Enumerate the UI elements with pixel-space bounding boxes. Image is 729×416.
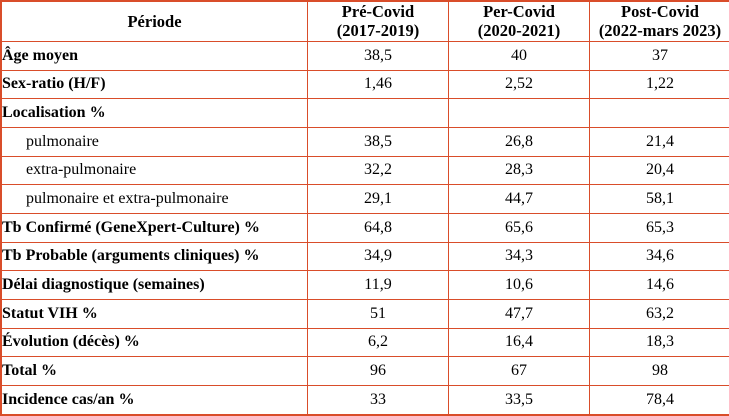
row-value-pre-covid: 38,5 (308, 41, 449, 70)
table-row (1, 70, 729, 99)
row-value-post-covid: 58,1 (590, 185, 729, 214)
row-value-per-covid: 26,8 (449, 127, 590, 156)
header-per-covid-line1: Per-Covid (483, 2, 555, 21)
table-row (1, 213, 729, 242)
row-value-per-covid: 65,6 (449, 213, 590, 242)
row-value-per-covid: 40 (449, 41, 590, 70)
row-value-per-covid: 44,7 (449, 185, 590, 214)
row-value-per-covid: 47,7 (449, 299, 590, 328)
row-value-pre-covid: 38,5 (308, 127, 449, 156)
row-value-pre-covid: 29,1 (308, 185, 449, 214)
row-value-post-covid: 14,6 (590, 271, 729, 300)
table-row (1, 99, 729, 128)
row-value-pre-covid: 96 (308, 357, 449, 386)
header-cell-period (1, 1, 308, 41)
table-row (1, 156, 729, 185)
row-label: Âge moyen (1, 41, 308, 70)
row-value-pre-covid: 34,9 (308, 242, 449, 271)
row-label: pulmonaire (1, 127, 308, 156)
row-value-pre-covid: 32,2 (308, 156, 449, 185)
row-value-pre-covid: 1,46 (308, 70, 449, 99)
table-row (1, 328, 729, 357)
row-value-per-covid: 33,5 (449, 386, 590, 416)
table-row (1, 185, 729, 214)
row-label: Sex-ratio (H/F) (1, 70, 308, 99)
row-value-pre-covid (308, 99, 449, 128)
row-label: Statut VIH % (1, 299, 308, 328)
row-value-per-covid: 67 (449, 357, 590, 386)
row-value-post-covid: 20,4 (590, 156, 729, 185)
row-value-pre-covid: 51 (308, 299, 449, 328)
row-value-pre-covid: 6,2 (308, 328, 449, 357)
row-label: Incidence cas/an % (1, 386, 308, 416)
header-cell-pre-covid (308, 1, 449, 41)
row-value-per-covid: 2,52 (449, 70, 590, 99)
row-value-pre-covid: 33 (308, 386, 449, 416)
row-value-post-covid: 1,22 (590, 70, 729, 99)
row-value-per-covid: 34,3 (449, 242, 590, 271)
row-label: Total % (1, 357, 308, 386)
row-value-post-covid: 21,4 (590, 127, 729, 156)
row-value-pre-covid: 11,9 (308, 271, 449, 300)
table-row (1, 299, 729, 328)
row-value-post-covid: 37 (590, 41, 729, 70)
row-value-post-covid: 63,2 (590, 299, 729, 328)
header-pre-covid-line1: Pré-Covid (341, 2, 415, 21)
row-value-per-covid: 10,6 (449, 271, 590, 300)
row-value-post-covid: 34,6 (590, 242, 729, 271)
row-value-per-covid: 28,3 (449, 156, 590, 185)
header-cell-per-covid (449, 1, 590, 41)
row-label: Délai diagnostique (semaines) (1, 271, 308, 300)
row-value-post-covid: 18,3 (590, 328, 729, 357)
row-value-per-covid (449, 99, 590, 128)
header-period-label: Période (127, 11, 182, 31)
row-label: pulmonaire et extra-pulmonaire (1, 185, 308, 214)
row-value-post-covid: 65,3 (590, 213, 729, 242)
row-value-per-covid: 16,4 (449, 328, 590, 357)
table-row (1, 127, 729, 156)
table-row (1, 242, 729, 271)
header-per-covid-line2: (2020-2021) (477, 21, 561, 41)
row-label: Évolution (décès) % (1, 328, 308, 357)
row-value-post-covid: 98 (590, 357, 729, 386)
table-row (1, 357, 729, 386)
header-post-covid-line2: (2022-mars 2023) (598, 21, 722, 41)
row-label: extra-pulmonaire (1, 156, 308, 185)
row-value-post-covid (590, 99, 729, 128)
table-body (1, 41, 729, 415)
header-cell-post-covid (590, 1, 729, 41)
table-header (1, 1, 729, 41)
row-label: Tb Confirmé (GeneXpert-Culture) % (1, 213, 308, 242)
row-value-post-covid: 78,4 (590, 386, 729, 416)
row-label: Localisation % (1, 99, 308, 128)
header-post-covid-line1: Post-Covid (621, 2, 699, 21)
table-row (1, 386, 729, 416)
table-row (1, 41, 729, 70)
row-value-pre-covid: 64,8 (308, 213, 449, 242)
table-header-row (1, 1, 729, 41)
table-row (1, 271, 729, 300)
header-pre-covid-line2: (2017-2019) (336, 21, 420, 41)
row-label: Tb Probable (arguments cliniques) % (1, 242, 308, 271)
